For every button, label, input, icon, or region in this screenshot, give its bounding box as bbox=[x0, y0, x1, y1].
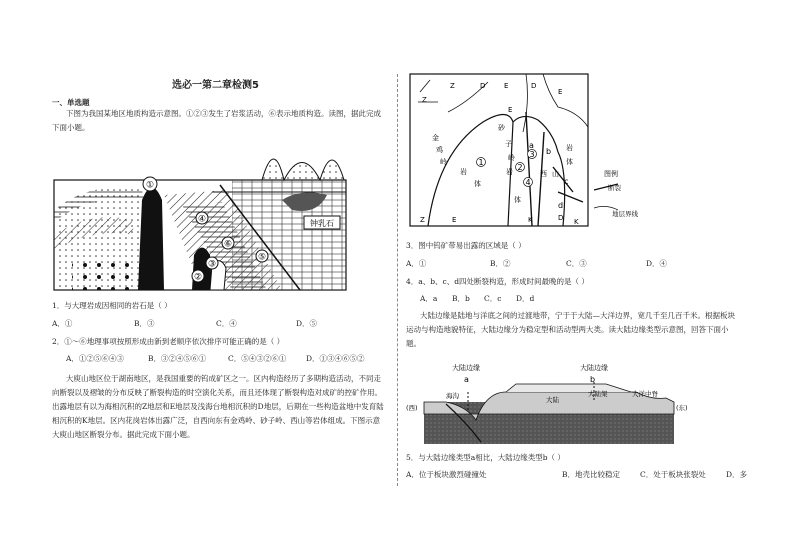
svg-text:E: E bbox=[452, 216, 457, 224]
q3-option-a[interactable]: A．① bbox=[406, 259, 427, 268]
svg-text:鸡: 鸡 bbox=[436, 146, 443, 154]
q1-option-a[interactable]: A．① bbox=[52, 319, 73, 328]
svg-text:岭: 岭 bbox=[508, 154, 515, 162]
svg-text:K: K bbox=[528, 216, 533, 224]
svg-text:岭: 岭 bbox=[440, 158, 447, 166]
q5-option-b[interactable]: B．地壳比较稳定 bbox=[562, 470, 621, 479]
q5-option-c[interactable]: C．处于板块张裂处 bbox=[640, 470, 706, 479]
svg-text:a: a bbox=[464, 375, 469, 384]
q1-stem: 1．与大理岩成因相同的岩石是（ ） bbox=[52, 301, 172, 310]
svg-text:④: ④ bbox=[197, 214, 207, 225]
svg-text:钟乳石: 钟乳石 bbox=[310, 219, 334, 228]
intro-text-1: 下图为我国某地区地质构造示意图。①②③发生了岩浆活动，⑥表示地质构造。读图，据此完成下面小题。 bbox=[52, 109, 381, 132]
svg-text:Z: Z bbox=[450, 82, 455, 90]
section-heading: 一、单选题 bbox=[52, 98, 90, 107]
q2-option-a[interactable]: A．①②⑤⑥④③ bbox=[66, 354, 124, 363]
q1-option-d[interactable]: D．⑤ bbox=[296, 319, 318, 328]
marker-4 bbox=[196, 212, 208, 225]
q3-stem: 3．图中钨矿带易出露的区域是（ ） bbox=[406, 241, 526, 250]
q1-option-b[interactable]: B．③ bbox=[134, 319, 155, 328]
svg-text:Z: Z bbox=[422, 96, 427, 104]
svg-text:⑤: ⑤ bbox=[257, 252, 267, 263]
svg-text:⑥: ⑥ bbox=[223, 239, 233, 250]
q4-stem: 4．a、b、c、d四处断裂构造，形成时间最晚的是（ ） bbox=[406, 277, 589, 286]
marker-1 bbox=[143, 177, 157, 191]
legend-fault: 断裂 bbox=[608, 184, 621, 192]
svg-text:D: D bbox=[480, 82, 486, 90]
q1-option-c[interactable]: C．④ bbox=[216, 319, 237, 328]
q4-option-c[interactable]: C．c bbox=[484, 294, 502, 303]
cave-label bbox=[304, 216, 340, 229]
marker-3 bbox=[206, 257, 218, 270]
svg-text:岩: 岩 bbox=[460, 168, 467, 176]
svg-text:海沟: 海沟 bbox=[446, 392, 459, 400]
fault-map bbox=[408, 72, 672, 230]
q3-option-b[interactable]: B．② bbox=[490, 259, 511, 268]
geologic-section-diagram bbox=[52, 140, 348, 292]
svg-text:大陆边缘: 大陆边缘 bbox=[452, 364, 480, 372]
svg-text:E: E bbox=[558, 88, 563, 96]
svg-text:E: E bbox=[508, 106, 513, 114]
svg-text:体: 体 bbox=[566, 158, 573, 166]
marker-6 bbox=[222, 237, 234, 250]
svg-text:体: 体 bbox=[474, 180, 481, 188]
svg-text:b: b bbox=[590, 375, 596, 384]
q3-option-c[interactable]: C．③ bbox=[566, 259, 587, 268]
svg-text:子: 子 bbox=[505, 140, 512, 148]
svg-text:E: E bbox=[504, 82, 509, 90]
svg-text:大陆边缘: 大陆边缘 bbox=[580, 364, 608, 372]
svg-text:2: 2 bbox=[517, 163, 523, 172]
svg-text:a: a bbox=[529, 141, 534, 150]
q5-option-d[interactable]: D．多 bbox=[726, 470, 748, 479]
legend-title: 图例 bbox=[604, 170, 618, 178]
svg-text:D: D bbox=[531, 82, 537, 90]
svg-text:金: 金 bbox=[432, 134, 439, 142]
svg-text:大洋中脊: 大洋中脊 bbox=[632, 390, 658, 398]
svg-text:d: d bbox=[558, 201, 564, 210]
svg-text:1: 1 bbox=[478, 158, 484, 167]
svg-text:砂: 砂 bbox=[498, 124, 505, 132]
svg-text:D: D bbox=[558, 214, 564, 222]
q2-stem: 2．①～⑥地理事项按照形成由新到老顺序依次排序可能正确的是（ ） bbox=[52, 337, 285, 346]
svg-text:岩: 岩 bbox=[506, 168, 513, 176]
intro-text-2: 大庾山地区位于湖南地区，是我国重要的钨成矿区之一。区内构造经历了多期构造活动，不同走向断裂以及褶皱的分布反映了断裂构造的时空演化关系，而且还体现了断裂构造对成矿的控矿作用。出露地层有以为海相沉积的Z地层和E地层及浅海台地相沉积的D地层，后期在一些构造盆地中发育陆相沉积的K地层。区内花岗岩体出露广泛，自西向东有金鸡岭、砂子岭、西山等岩体组成。下图示意大庾山地区断裂分布。据此完成下面小题。 bbox=[52, 374, 384, 439]
svg-text:③: ③ bbox=[207, 259, 217, 270]
svg-text:(西): (西) bbox=[406, 404, 418, 412]
svg-text:①: ① bbox=[145, 180, 155, 191]
q4-option-d[interactable]: D．d bbox=[516, 294, 535, 303]
q2-option-b[interactable]: B．③②④⑤⑥① bbox=[148, 354, 207, 363]
continental-margin-diagram bbox=[406, 362, 696, 446]
q2-option-d[interactable]: D．①③④⑥⑤② bbox=[306, 354, 365, 363]
q3-option-d[interactable]: D．④ bbox=[646, 259, 668, 268]
svg-text:Z: Z bbox=[420, 216, 425, 224]
marker-5 bbox=[256, 250, 268, 263]
svg-text:体: 体 bbox=[514, 196, 521, 204]
q4-option-b[interactable]: B．b bbox=[452, 294, 470, 303]
svg-text:(东): (东) bbox=[676, 404, 688, 412]
svg-text:c: c bbox=[564, 177, 569, 186]
svg-text:K: K bbox=[574, 218, 579, 226]
svg-text:大陆: 大陆 bbox=[546, 396, 559, 404]
q5-option-a[interactable]: A．位于板块激烈碰撞处 bbox=[406, 470, 487, 479]
svg-text:山: 山 bbox=[552, 170, 559, 178]
page-title: 选必一第二章检测5 bbox=[172, 80, 259, 91]
svg-text:大陆架: 大陆架 bbox=[588, 390, 608, 398]
intro-text-3: 大陆边缘是陆地与洋底之间的过渡地带，宁于于大陆—大洋边界，宽几千至几百千米。根据板块运动与构造地貌特征，大陆边缘分为稳定型和活动型两大类。读大陆边缘类型示意图，回答下面小题。 bbox=[406, 311, 735, 348]
legend-boundary: 地层界线 bbox=[612, 210, 638, 218]
column-divider bbox=[397, 74, 398, 486]
q4-option-a[interactable]: A．a bbox=[420, 294, 438, 303]
svg-text:3: 3 bbox=[529, 150, 535, 159]
svg-text:b: b bbox=[546, 147, 552, 156]
svg-text:西: 西 bbox=[540, 170, 547, 178]
q2-option-c[interactable]: C．⑤④③②⑥① bbox=[228, 354, 287, 363]
svg-text:②: ② bbox=[193, 272, 203, 283]
q5-stem: 5．与大陆边缘类型a相比，大陆边缘类型b（ ） bbox=[406, 453, 565, 462]
marker-2 bbox=[192, 270, 204, 283]
svg-text:4: 4 bbox=[525, 178, 531, 187]
svg-text:岩: 岩 bbox=[566, 144, 573, 152]
